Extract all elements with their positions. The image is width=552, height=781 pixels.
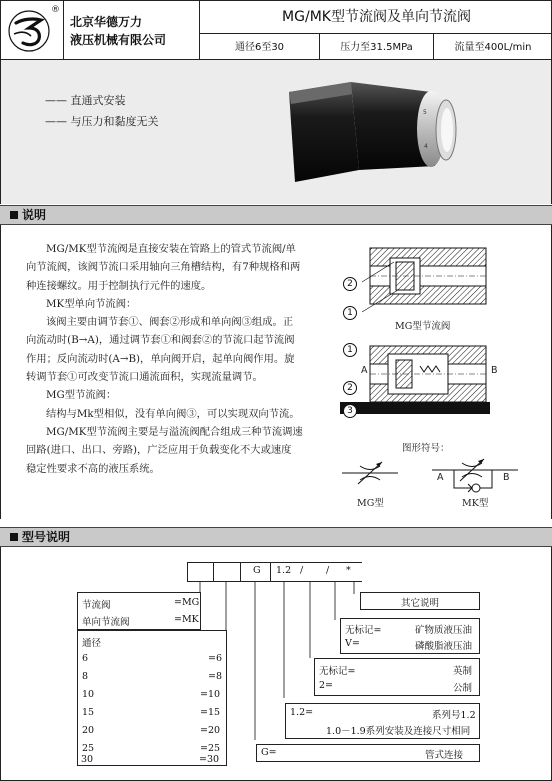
size-box: [77, 630, 227, 766]
type-row-label: 节流阀: [82, 600, 111, 611]
text-line: 转调节套①可改变节流口通流面积，实现流量调节。: [26, 371, 263, 384]
fluid-row-code: 无标记=: [345, 625, 382, 636]
text-line: 向流动时(B→A)，通过调节套①和阀套②的节流口起节流阀: [26, 334, 295, 347]
series-row-code: 1.2=: [290, 707, 314, 718]
text-line: 该阀主要由调节套①、阀套②形成和单向阀③组成。正: [46, 316, 294, 329]
series-note: 1.0－1.9系列安装及连接尺寸相同: [326, 726, 471, 737]
spec-size: 通径6至30: [200, 34, 320, 61]
company-line-2: 液压机械有限公司: [70, 33, 167, 47]
callout-2: 2: [343, 277, 357, 291]
valve-photo: [281, 74, 471, 199]
mk-caption: MK型单向节流阀: [398, 415, 472, 426]
other-box: [360, 592, 480, 610]
callout-3: 3: [343, 404, 357, 418]
symbol-port-b: B: [503, 472, 510, 483]
symbol-mk-label: MK型: [462, 498, 489, 509]
series-row-label: 系列号1.2: [432, 710, 476, 721]
size-row-label: 15: [82, 707, 95, 718]
connection-box: [256, 744, 480, 762]
fluid-box: [340, 618, 480, 654]
section-description-bar: [0, 205, 552, 225]
callout-2b: 2: [343, 381, 357, 395]
port-a-label: A: [361, 365, 368, 376]
callout-1b: 1: [343, 343, 357, 357]
fluid-row-label: 矿物质液压油: [415, 625, 473, 636]
thread-row-label: 英制: [453, 666, 473, 677]
text-line: 种连接螺纹。用于控制执行元件的速度。: [26, 279, 212, 292]
company-logo: [1, 1, 64, 61]
mk-section-drawing: [340, 340, 490, 420]
description-text: [26, 240, 316, 478]
size-row-label: 30: [81, 754, 94, 765]
type-row-code: =MG: [174, 597, 200, 608]
mg-caption: MG型节流阀: [395, 321, 451, 332]
symbol-port-a: A: [437, 472, 444, 483]
text-line: 回路(进口、出口、旁路)，广泛应用于负载变化不大或速度: [26, 444, 292, 457]
size-row-code: =25: [200, 743, 221, 754]
mg-throttle-symbol: [340, 458, 400, 488]
size-title: 通径: [82, 638, 102, 649]
text-line: MK型单向节流阀：: [46, 297, 137, 310]
section-description-title: 说明: [22, 208, 47, 222]
fluid-row-label: 磷酸脂液压油: [415, 641, 473, 652]
text-line: 向节流阀，该阀节流口采用轴向三角槽结构，有7种规格和两: [26, 261, 301, 274]
size-row-label: 25: [82, 743, 95, 754]
code-cell-slash-1: /: [300, 565, 304, 576]
fluid-row-code: V=: [345, 638, 360, 649]
type-row-code: =MK: [174, 614, 199, 625]
spec-flow: 流量至400L/min: [454, 42, 532, 53]
text-line: MG型节流阀：: [46, 389, 117, 402]
company-name: [64, 1, 200, 61]
thread-row-code: 无标记=: [319, 666, 356, 677]
size-row-code: =15: [200, 707, 221, 718]
text-line: MG/MK型节流阀是直接安装在管路上的管式节流阀/单: [46, 243, 296, 255]
symbol-mg-label: MG型: [357, 498, 384, 509]
code-cell-g: G: [253, 565, 261, 576]
port-b-label: B: [491, 365, 498, 376]
conn-row-code: G=: [261, 747, 277, 758]
conn-row-label: 管式连接: [425, 750, 464, 761]
thread-row-code: 2=: [319, 680, 334, 691]
text-line: 稳定性要求不高的液压系统。: [26, 462, 160, 475]
other-note: 其它说明: [401, 598, 440, 609]
header: [0, 0, 552, 60]
svg-text:5: 5: [423, 109, 427, 116]
hero-banner: [0, 60, 552, 204]
text-line: 作用；反向流动时(A→B)，单向阀开启，起单向阀作用。旋: [26, 352, 295, 365]
type-box: [77, 592, 201, 630]
feature-pressure: —— 与压力和黏度无关: [45, 115, 159, 128]
spec-pressure: 压力至31.5MPa: [320, 34, 434, 61]
mg-section-drawing: [340, 240, 490, 320]
section-marker-icon: [10, 211, 18, 219]
section-model-bar: [0, 527, 552, 547]
series-box: [285, 703, 480, 739]
size-row-label: 6: [82, 653, 89, 664]
registered-mark: ®: [51, 5, 60, 15]
size-row-code: =6: [208, 653, 223, 664]
thread-box: [314, 658, 480, 696]
svg-text:4: 4: [424, 143, 428, 150]
size-row-code: =10: [200, 689, 221, 700]
section-marker-icon: [10, 533, 18, 541]
text-line: 结构与Mk型相似，没有单向阀③，可以实现双向节流。: [46, 407, 300, 420]
size-row-code: =8: [208, 671, 223, 682]
size-row-label: 8: [82, 671, 89, 682]
size-row-code: =20: [200, 725, 221, 736]
size-row-label: 20: [82, 725, 95, 736]
size-row-code: =30: [199, 754, 220, 765]
page-title: MG/MK型节流阀及单向节流阀: [200, 1, 552, 34]
size-row-label: 10: [82, 689, 95, 700]
feature-inline: —— 直通式安装: [45, 94, 126, 107]
text-line: MG/MK型节流阀主要是与溢流阀配合组成三种节流调速: [46, 425, 303, 438]
code-cell-slash-2: /: [326, 565, 330, 576]
type-row-label: 单向节流阀: [82, 617, 130, 628]
section-model-title: 型号说明: [22, 530, 71, 544]
symbol-title: 图形符号：: [402, 443, 450, 454]
callout-1: 1: [343, 306, 357, 320]
thread-row-label: 公制: [453, 683, 473, 694]
code-cell-star: *: [346, 565, 351, 576]
code-cell-series: 1.2: [276, 565, 292, 576]
company-line-1: 北京华德万力: [70, 15, 143, 29]
